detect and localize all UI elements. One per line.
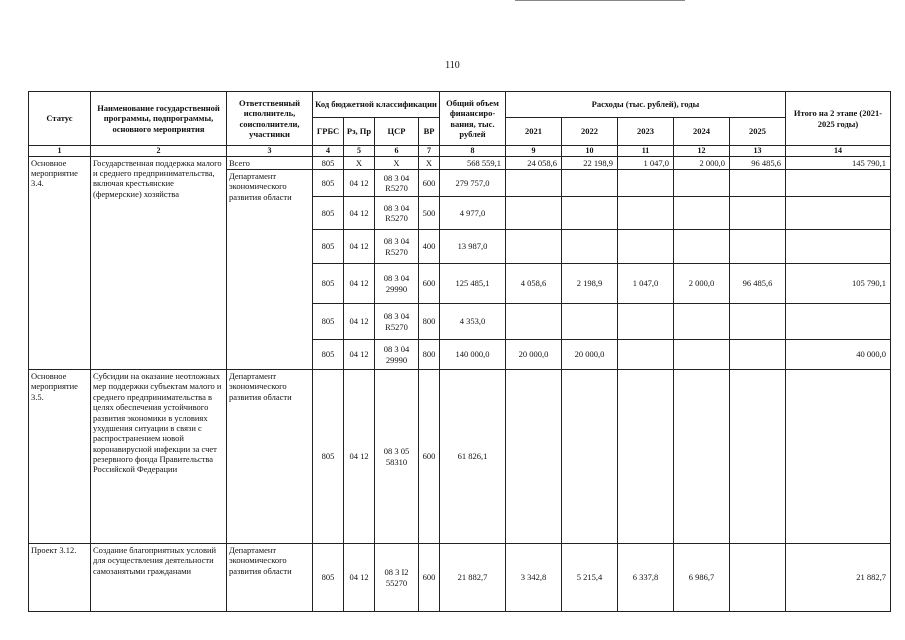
y2025-cell: 96 485,6 — [730, 156, 786, 169]
y2021-cell: 4 058,6 — [506, 264, 562, 304]
vr-cell: 800 — [419, 304, 440, 340]
col-number: 10 — [562, 146, 618, 157]
header-grbs: ГРБС — [313, 118, 344, 146]
rzpr-cell: 04 12 — [344, 264, 375, 304]
table-row — [29, 370, 891, 544]
y2024-cell: 2 000,0 — [674, 156, 730, 169]
total-cell: 568 559,1 — [440, 156, 506, 169]
y2025-cell: 96 485,6 — [730, 264, 786, 304]
y2025-cell — [730, 230, 786, 264]
header-responsible: Ответственный исполнитель, соисполнители, участники — [227, 92, 313, 146]
stage-cell — [786, 304, 891, 340]
stage-cell: 40 000,0 — [786, 340, 891, 370]
col-number: 5 — [344, 146, 375, 157]
y2023-cell: 1 047,0 — [618, 156, 674, 169]
col-number: 7 — [419, 146, 440, 157]
y2023-cell — [618, 304, 674, 340]
y2022-cell: 5 215,4 — [562, 544, 618, 612]
responsible-cell: Департамент экономического развития области — [227, 370, 313, 544]
header-budget-code: Код бюджетной классификации — [313, 92, 440, 118]
responsible-cell: Департамент экономического развития области — [227, 544, 313, 612]
csr-cell: 08 3 04 R5270 — [375, 197, 419, 230]
y2025-cell — [730, 370, 786, 544]
rzpr-cell: Х — [344, 156, 375, 169]
y2025-cell — [730, 304, 786, 340]
y2024-cell — [674, 170, 730, 197]
y2023-cell — [618, 230, 674, 264]
y2021-cell: 20 000,0 — [506, 340, 562, 370]
budget-table — [28, 91, 891, 612]
y2021-cell — [506, 370, 562, 544]
col-number: 6 — [375, 146, 419, 157]
y2025-cell — [730, 197, 786, 230]
header-stage-total: Итого на 2 этапе (2021-2025 годы) — [786, 92, 891, 146]
y2022-cell: 22 198,9 — [562, 156, 618, 169]
stage-cell: 21 882,7 — [786, 544, 891, 612]
col-number: 3 — [227, 146, 313, 157]
grbs-cell: 805 — [313, 544, 344, 612]
y2021-cell — [506, 197, 562, 230]
rzpr-cell: 04 12 — [344, 304, 375, 340]
col-number: 1 — [29, 146, 91, 157]
header-name: Наименование государственной программы, подпрограммы, основного мероприятия — [91, 92, 227, 146]
y2023-cell — [618, 370, 674, 544]
total-cell: 61 826,1 — [440, 370, 506, 544]
stage-cell — [786, 370, 891, 544]
header-status: Статус — [29, 92, 91, 146]
grbs-cell: 805 — [313, 170, 344, 197]
col-number: 2 — [91, 146, 227, 157]
rzpr-cell: 04 12 — [344, 370, 375, 544]
name-cell: Государственная поддержка малого и среднего предпринимательства, включая крестьянские (фермерские) хозяйства — [91, 156, 227, 369]
y2021-cell — [506, 304, 562, 340]
col-number: 12 — [674, 146, 730, 157]
y2025-cell — [730, 340, 786, 370]
vr-cell: 600 — [419, 170, 440, 197]
y2024-cell — [674, 340, 730, 370]
total-cell: 279 757,0 — [440, 170, 506, 197]
col-number: 8 — [440, 146, 506, 157]
y2021-cell: 3 342,8 — [506, 544, 562, 612]
y2024-cell: 2 000,0 — [674, 264, 730, 304]
stage-cell: 145 790,1 — [786, 156, 891, 169]
vr-cell: 400 — [419, 230, 440, 264]
y2022-cell — [562, 370, 618, 544]
grbs-cell: 805 — [313, 230, 344, 264]
y2023-cell — [618, 170, 674, 197]
name-cell: Создание благоприятных условий для осуществления деятельности самозанятыми гражданами — [91, 544, 227, 612]
y2022-cell — [562, 230, 618, 264]
header-total: Общий объем финансиро-вания, тыс. рублей — [440, 92, 506, 146]
grbs-cell: 805 — [313, 370, 344, 544]
vr-cell: Х — [419, 156, 440, 169]
grbs-cell: 805 — [313, 340, 344, 370]
total-cell: 4 977,0 — [440, 197, 506, 230]
csr-cell: 08 3 04 R5270 — [375, 304, 419, 340]
vr-cell: 600 — [419, 264, 440, 304]
y2022-cell: 2 198,9 — [562, 264, 618, 304]
y2021-cell — [506, 230, 562, 264]
y2025-cell — [730, 170, 786, 197]
y2024-cell — [674, 230, 730, 264]
header-2022: 2022 — [562, 118, 618, 146]
status-cell: Основное мероприятие 3.5. — [29, 370, 91, 544]
csr-cell: 08 3 04 29990 — [375, 340, 419, 370]
grbs-cell: 805 — [313, 304, 344, 340]
rzpr-cell: 04 12 — [344, 544, 375, 612]
y2021-cell: 24 058,6 — [506, 156, 562, 169]
y2022-cell — [562, 304, 618, 340]
status-cell: Проект 3.12. — [29, 544, 91, 612]
total-cell: 125 485,1 — [440, 264, 506, 304]
scan-mark — [515, 0, 685, 3]
grbs-cell: 805 — [313, 264, 344, 304]
header-2023: 2023 — [618, 118, 674, 146]
col-number: 9 — [506, 146, 562, 157]
y2025-cell — [730, 544, 786, 612]
stage-cell — [786, 230, 891, 264]
total-cell: 13 987,0 — [440, 230, 506, 264]
rzpr-cell: 04 12 — [344, 170, 375, 197]
grbs-cell: 805 — [313, 197, 344, 230]
vr-cell: 600 — [419, 544, 440, 612]
csr-cell: 08 3 I2 55270 — [375, 544, 419, 612]
rzpr-cell: 04 12 — [344, 230, 375, 264]
csr-cell: 08 3 04 R5270 — [375, 230, 419, 264]
y2024-cell — [674, 370, 730, 544]
page-number: 110 — [445, 60, 460, 71]
header-expenses: Расходы (тыс. рублей), годы — [506, 92, 786, 118]
rzpr-cell: 04 12 — [344, 197, 375, 230]
table-row — [29, 156, 891, 169]
table-row — [29, 544, 891, 612]
y2022-cell — [562, 170, 618, 197]
csr-cell: 08 3 04 29990 — [375, 264, 419, 304]
col-number: 11 — [618, 146, 674, 157]
csr-cell: 08 3 05 58310 — [375, 370, 419, 544]
stage-cell: 105 790,1 — [786, 264, 891, 304]
stage-cell — [786, 197, 891, 230]
total-cell: 21 882,7 — [440, 544, 506, 612]
grbs-cell: 805 — [313, 156, 344, 169]
y2022-cell — [562, 197, 618, 230]
header-rzpr: Рз, Пр — [344, 118, 375, 146]
csr-cell: 08 3 04 R5270 — [375, 170, 419, 197]
vr-cell: 500 — [419, 197, 440, 230]
vr-cell: 800 — [419, 340, 440, 370]
y2024-cell — [674, 304, 730, 340]
y2023-cell: 1 047,0 — [618, 264, 674, 304]
total-cell: 140 000,0 — [440, 340, 506, 370]
stage-cell — [786, 170, 891, 197]
y2024-cell: 6 986,7 — [674, 544, 730, 612]
y2023-cell: 6 337,8 — [618, 544, 674, 612]
csr-cell: Х — [375, 156, 419, 169]
name-cell: Субсидии на оказание неотложных мер поддержки субъектам малого и среднего предпринимательства в целях обеспечения устойчивого развития экономики в условиях ухудшения ситуации в связи с распространением новой коронавирусной инфекции за счет резервного фонда Правительства Российской Федерации — [91, 370, 227, 544]
col-number: 4 — [313, 146, 344, 157]
header-2025: 2025 — [730, 118, 786, 146]
col-number: 13 — [730, 146, 786, 157]
col-number: 14 — [786, 146, 891, 157]
y2021-cell — [506, 170, 562, 197]
status-cell: Основное мероприятие 3.4. — [29, 156, 91, 369]
responsible-cell: Департамент экономического развития области — [227, 170, 313, 370]
responsible-cell: Всего — [227, 156, 313, 169]
rzpr-cell: 04 12 — [344, 340, 375, 370]
y2022-cell: 20 000,0 — [562, 340, 618, 370]
total-cell: 4 353,0 — [440, 304, 506, 340]
y2024-cell — [674, 197, 730, 230]
header-2021: 2021 — [506, 118, 562, 146]
header-2024: 2024 — [674, 118, 730, 146]
vr-cell: 600 — [419, 370, 440, 544]
header-csr: ЦСР — [375, 118, 419, 146]
header-vr: ВР — [419, 118, 440, 146]
y2023-cell — [618, 197, 674, 230]
y2023-cell — [618, 340, 674, 370]
